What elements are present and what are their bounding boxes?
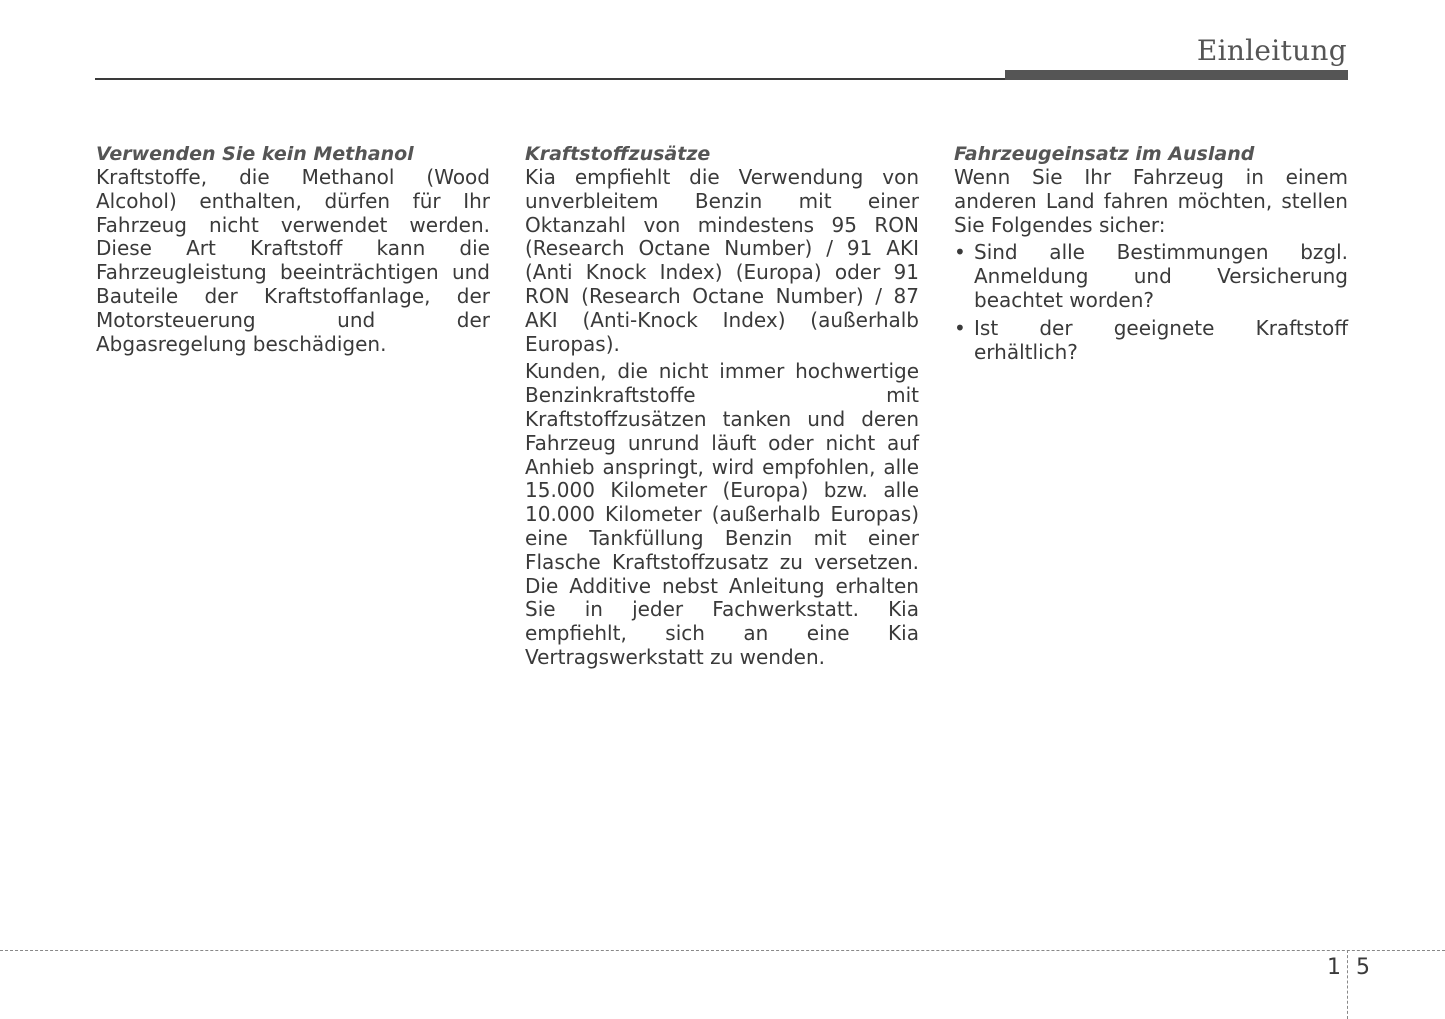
footer-rule — [0, 950, 1445, 951]
header-accent-bar — [1005, 70, 1348, 80]
column-use-abroad — [954, 142, 1348, 368]
section-paragraph: Wenn Sie Ihr Fahrzeug in einem anderen Land fahren möchten, stellen Sie Folgendes sicher: — [954, 165, 1348, 237]
section-heading: Fahrzeugeinsatz im Ausland — [954, 143, 1255, 165]
bullet-icon: • — [954, 315, 966, 340]
section-paragraph: Kunden, die nicht immer hochwertige Benzinkraftstoffe mit Kraftstoffzusätzen tanken und deren Fahrzeug unrund läuft oder nicht auf Anhieb anspringt, wird empfohlen, alle 15.000 Kilometer (Europa) bzw. alle 10.000 Kilometer (außerhalb Europas) eine Tankfüllung Benzin mit einer Flasche Kraftstoffzusatz zu versetzen. Die Additive nebst Anleitung erhalten Sie in jeder Fachwerkstatt. Kia empfiehlt, sich an eine Kia Vertragswerkstatt zu wenden. — [525, 359, 919, 669]
footer-divider — [1347, 950, 1348, 1019]
column-methanol — [96, 142, 490, 360]
bullet-icon: • — [954, 240, 966, 265]
page-title: Einleitung — [1196, 34, 1347, 67]
section-heading: Verwenden Sie kein Methanol — [96, 143, 414, 165]
list-item — [954, 317, 1348, 365]
section-paragraph: Kia empfiehlt die Verwendung von unverbleitem Benzin mit einer Oktanzahl von mindestens 95 RON (Research Octane Number) / 91 AKI (Anti Knock Index) (Europa) oder 91 RON (Research Octane Number) / 87 AKI (Anti-Knock Index) (außerhalb Europas). — [525, 165, 919, 356]
header-rule — [95, 78, 1005, 80]
list-item-text: Ist der geeignete Kraftstoff erhältlich? — [974, 315, 1348, 364]
section-paragraph: Kraftstoffe, die Methanol (Wood Alcohol) enthalten, dürfen für Ihr Fahrzeug nicht verwendet werden. Diese Art Kraftstoff kann die Fahrzeugleistung beeinträchtigen und Bauteile der Kraftstoffanlage, der Motorsteuerung und der Abgasregelung beschädigen. — [96, 165, 490, 356]
column-fuel-additives — [525, 142, 919, 674]
list-item — [954, 241, 1348, 312]
chapter-number: 1 — [1327, 955, 1341, 980]
list-item-text: Sind alle Bestimmungen bzgl. Anmeldung und Versicherung beachtet worden? — [974, 240, 1348, 312]
section-heading: Kraftstoffzusätze — [525, 143, 711, 165]
bullet-list — [954, 241, 1348, 364]
page-number: 5 — [1356, 955, 1370, 980]
